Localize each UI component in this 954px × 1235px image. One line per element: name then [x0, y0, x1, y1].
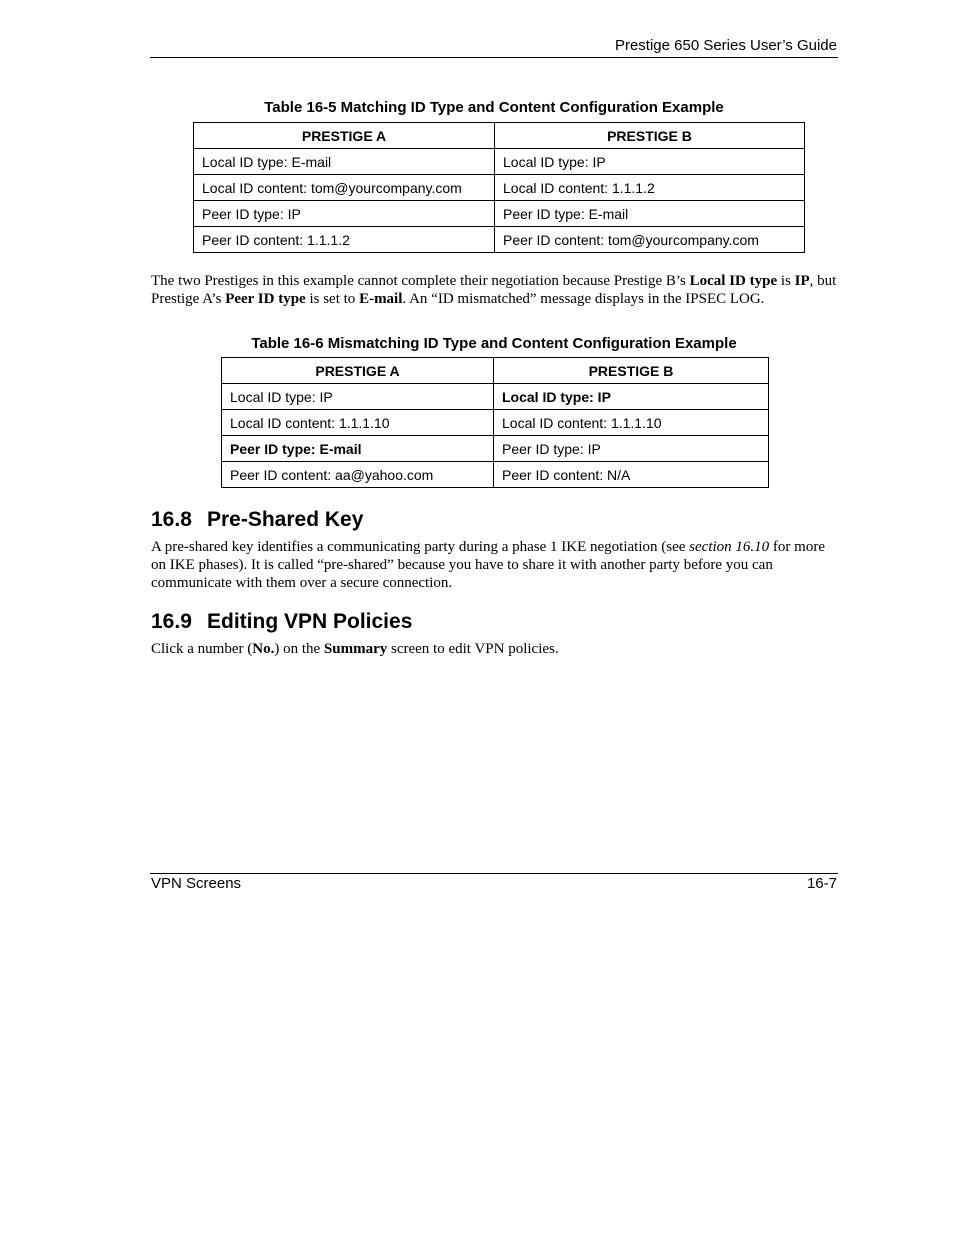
table1-caption: Table 16-5 Matching ID Type and Content Configuration Example — [264, 99, 724, 116]
text-run: , but Prestige A’s — [151, 273, 837, 307]
page-header: Prestige 650 Series User’s Guide — [614, 37, 837, 54]
table-row — [222, 436, 769, 462]
table-cell: Peer ID content: 1.1.1.2 — [194, 227, 495, 253]
text-run: for more on IKE phases). It is called “pre-shared” because you have to share it with another party before you can communicate with them over a secure connection. — [151, 539, 825, 591]
text-run: is — [777, 273, 795, 289]
table-header-cell: PRESTIGE A — [222, 358, 494, 384]
section-reference: section 16.10 — [689, 539, 770, 555]
mismatch-explanation-paragraph — [151, 272, 839, 308]
section-title: Pre-Shared Key — [207, 508, 364, 531]
section-heading-pre-shared-key — [151, 508, 363, 532]
matching-id-table — [193, 122, 805, 253]
text-run: screen to edit VPN policies. — [387, 641, 559, 657]
mismatching-id-table — [221, 357, 769, 488]
table-cell: Peer ID content: tom@yourcompany.com — [495, 227, 805, 253]
pre-shared-key-paragraph — [151, 538, 839, 592]
section-number: 16.9 — [151, 610, 192, 633]
table-header-row — [222, 358, 769, 384]
table-cell: Local ID content: tom@yourcompany.com — [194, 175, 495, 201]
table2-caption: Table 16-6 Mismatching ID Type and Content Configuration Example — [251, 335, 737, 352]
header-rule — [150, 57, 838, 58]
table-header-cell: PRESTIGE A — [194, 123, 495, 149]
table-row — [222, 410, 769, 436]
section-heading-editing-vpn-policies — [151, 610, 412, 634]
footer-rule — [150, 873, 838, 874]
page-number: 16-7 — [806, 875, 837, 892]
text-run: A pre-shared key identifies a communicating party during a phase 1 IKE negotiation (see — [151, 539, 690, 555]
table-row — [222, 384, 769, 410]
table-cell: Local ID type: IP — [222, 384, 494, 410]
table-cell: Peer ID type: IP — [194, 201, 495, 227]
table-cell: Local ID type: IP — [495, 149, 805, 175]
table-cell: Peer ID content: N/A — [494, 462, 769, 488]
footer-chapter: VPN Screens — [151, 875, 242, 892]
section-number: 16.8 — [151, 508, 192, 531]
text-run: . An “ID mismatched” message displays in the IPSEC LOG. — [402, 291, 765, 307]
table-cell-highlighted: Peer ID type: E-mail — [222, 436, 494, 462]
table-header-row — [194, 123, 805, 149]
table-row — [194, 227, 805, 253]
bold-text: Local ID type — [689, 273, 778, 289]
table-cell: Peer ID content: aa@yahoo.com — [222, 462, 494, 488]
editing-vpn-paragraph — [151, 640, 839, 658]
text-run: ) on the — [274, 641, 324, 657]
table-row — [194, 149, 805, 175]
bold-text: No. — [252, 641, 275, 657]
table-row — [194, 175, 805, 201]
bold-text: E-mail — [359, 291, 403, 307]
bold-text: Peer ID type — [225, 291, 306, 307]
table-header-cell: PRESTIGE B — [495, 123, 805, 149]
table-cell: Local ID content: 1.1.1.2 — [495, 175, 805, 201]
table-cell-highlighted: Local ID type: IP — [494, 384, 769, 410]
bold-text: IP — [794, 273, 810, 289]
table-header-cell: PRESTIGE B — [494, 358, 769, 384]
bold-text: Summary — [323, 641, 388, 657]
section-title: Editing VPN Policies — [207, 610, 413, 633]
text-run: Click a number ( — [151, 641, 253, 657]
table-row — [194, 201, 805, 227]
table-cell: Peer ID type: IP — [494, 436, 769, 462]
table-cell: Local ID content: 1.1.1.10 — [494, 410, 769, 436]
table-cell: Local ID content: 1.1.1.10 — [222, 410, 494, 436]
table-cell: Peer ID type: E-mail — [495, 201, 805, 227]
text-run: The two Prestiges in this example cannot complete their negotiation because Prestige B’s — [151, 273, 690, 289]
table-cell: Local ID type: E-mail — [194, 149, 495, 175]
table-row — [222, 462, 769, 488]
text-run: is set to — [305, 291, 360, 307]
